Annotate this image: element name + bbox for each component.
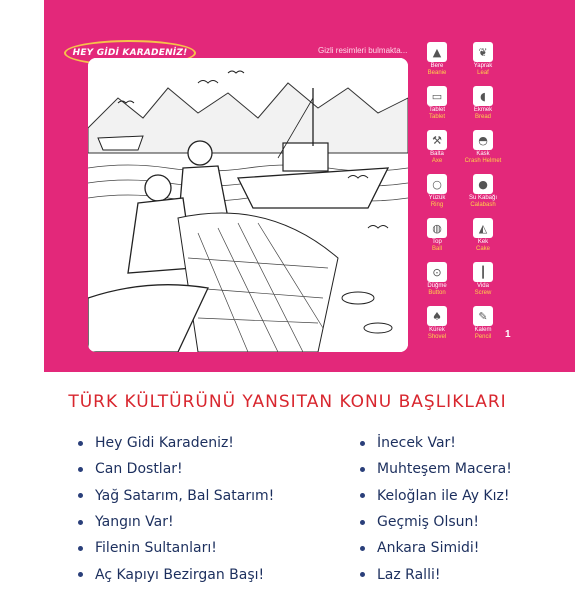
- fishermen-boat-illustration: [88, 58, 408, 352]
- legend-item: [460, 262, 506, 301]
- topic-list-left: [78, 430, 274, 588]
- button-icon: ⊙: [427, 262, 447, 282]
- legend-item-en: Button: [428, 290, 446, 296]
- hidden-objects-legend: [414, 42, 506, 354]
- shovel-icon: ♠: [427, 306, 447, 326]
- legend-item-tr: Yüzük: [428, 195, 446, 201]
- ring-icon: ○: [427, 174, 447, 194]
- legend-item: [414, 218, 460, 257]
- legend-item-en: Axe: [431, 158, 443, 164]
- bullet-icon: [360, 493, 365, 498]
- legend-item: [414, 86, 460, 125]
- legend-item: [414, 174, 460, 213]
- legend-item-tr: Kek: [477, 239, 489, 245]
- legend-item-en: Leaf: [477, 70, 489, 76]
- legend-item-en: Cake: [475, 246, 490, 252]
- legend-item-en: Ring: [430, 202, 444, 208]
- pencil-icon: ✎: [473, 306, 493, 326]
- legend-item-en: Ball: [431, 246, 442, 252]
- legend-item: [414, 42, 460, 81]
- calabash-icon: ●: [473, 174, 493, 194]
- list-item: [78, 456, 274, 482]
- legend-item: [414, 130, 460, 169]
- legend-item: [414, 306, 460, 345]
- legend-item-tr: Balta: [430, 151, 444, 157]
- list-item: [360, 561, 512, 587]
- ball-icon: ◍: [427, 218, 447, 238]
- legend-item-en: Shovel: [427, 334, 447, 340]
- scene-line-art: [88, 58, 408, 352]
- list-item: [360, 456, 512, 482]
- section-heading: TÜRK KÜLTÜRÜNÜ YANSITAN KONU BAŞLIKLARI: [68, 392, 507, 412]
- legend-item-en: Pencil: [474, 334, 492, 340]
- list-item-label: Muhteşem Macera!: [377, 461, 512, 478]
- legend-item: [414, 262, 460, 301]
- list-item: [360, 483, 512, 509]
- legend-item: [460, 218, 506, 257]
- list-item-label: Ankara Simidi!: [377, 540, 480, 557]
- page-title: HEY GİDİ KARADENİZ!: [72, 48, 188, 58]
- list-item: [78, 561, 274, 587]
- list-item-label: Can Dostlar!: [95, 461, 183, 478]
- list-item-label: Laz Ralli!: [377, 566, 441, 583]
- bullet-icon: [78, 493, 83, 498]
- page-subtitle: Gizli resimleri bulmakta...: [318, 46, 408, 55]
- legend-item-tr: Top: [432, 239, 442, 245]
- list-item: [78, 483, 274, 509]
- list-item-label: Yangın Var!: [95, 514, 174, 531]
- legend-item-tr: Tablet: [428, 107, 445, 113]
- legend-item-en: Bread: [474, 114, 491, 120]
- list-item-label: Geçmiş Olsun!: [377, 514, 479, 531]
- bullet-icon: [78, 546, 83, 551]
- legend-item-en: Tablet: [428, 114, 445, 120]
- bread-icon: ◖: [473, 86, 493, 106]
- axe-icon: ⚒: [427, 130, 447, 150]
- beanie-icon: ▲: [427, 42, 447, 62]
- list-item-label: Yağ Satarım, Bal Satarım!: [95, 487, 275, 504]
- bullet-icon: [78, 441, 83, 446]
- helmet-icon: ◓: [473, 130, 493, 150]
- list-item-label: İnecek Var!: [377, 435, 456, 452]
- legend-item: [460, 130, 506, 169]
- bullet-icon: [78, 467, 83, 472]
- list-item: [78, 509, 274, 535]
- list-item-label: Filenin Sultanları!: [95, 540, 217, 557]
- bullet-icon: [78, 572, 83, 577]
- list-item-label: Aç Kapıyı Bezirgan Başı!: [95, 566, 265, 583]
- legend-item-en: Screw: [474, 290, 492, 296]
- list-item: [78, 430, 274, 456]
- tablet-icon: ▭: [427, 86, 447, 106]
- legend-item-tr: Düğme: [427, 283, 447, 289]
- list-item-label: Hey Gidi Karadeniz!: [95, 435, 234, 452]
- bullet-icon: [360, 546, 365, 551]
- legend-item: [460, 42, 506, 81]
- legend-item: [460, 306, 506, 345]
- page-number: 1: [505, 329, 511, 340]
- legend-item-en: Beanie: [427, 70, 447, 76]
- legend-item-tr: Ekmek: [473, 107, 493, 113]
- bullet-icon: [360, 441, 365, 446]
- list-item: [360, 430, 512, 456]
- screw-icon: ┃: [473, 262, 493, 282]
- legend-item: [460, 174, 506, 213]
- legend-item-en: Calabash: [470, 202, 496, 208]
- legend-item-tr: Kürek: [429, 327, 445, 333]
- legend-item: [460, 86, 506, 125]
- leaf-icon: ❦: [473, 42, 493, 62]
- legend-item-tr: Su Kabağı: [468, 195, 498, 201]
- legend-item-tr: Kask: [476, 151, 490, 157]
- bullet-icon: [360, 572, 365, 577]
- legend-item-tr: Bere: [430, 63, 444, 69]
- legend-item-tr: Vida: [477, 283, 489, 289]
- bullet-icon: [360, 467, 365, 472]
- topic-list-right: [360, 430, 512, 588]
- bullet-icon: [78, 520, 83, 525]
- list-item: [78, 535, 274, 561]
- cake-icon: ◭: [473, 218, 493, 238]
- legend-item-en: Crash Helmet: [464, 158, 502, 164]
- list-item: [360, 535, 512, 561]
- legend-item-tr: Kalem: [474, 327, 492, 333]
- list-item: [360, 509, 512, 535]
- bullet-icon: [360, 520, 365, 525]
- list-item-label: Keloğlan ile Ay Kız!: [377, 487, 510, 504]
- legend-item-tr: Yaprak: [473, 63, 493, 69]
